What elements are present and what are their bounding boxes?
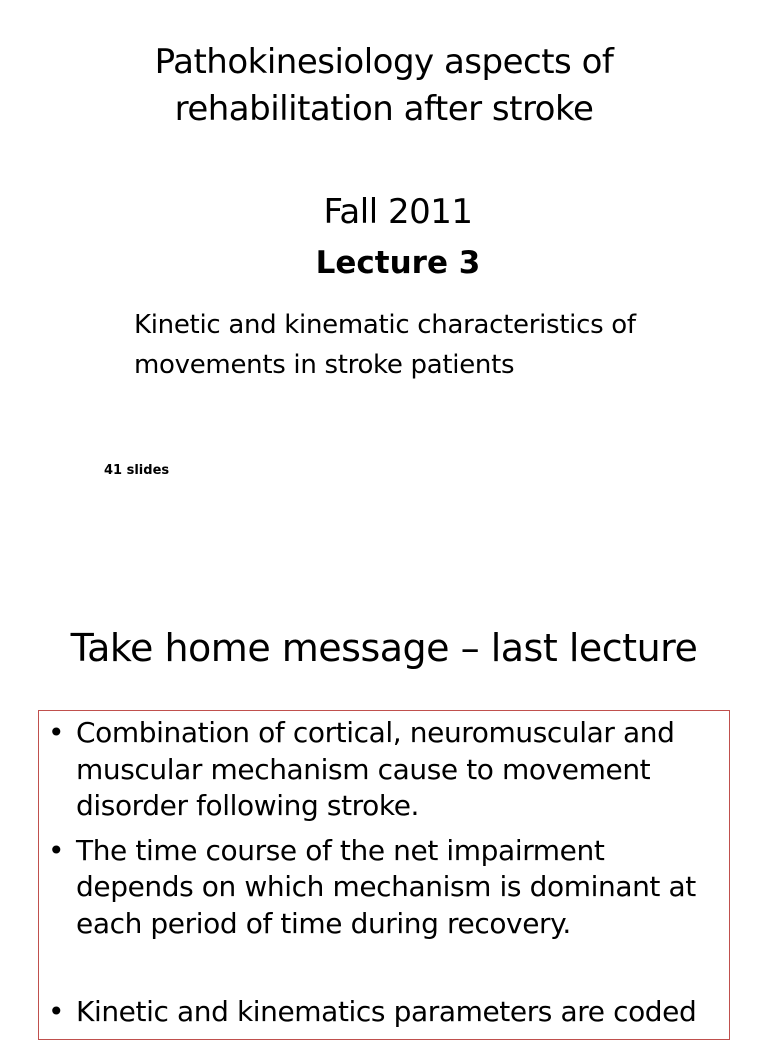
slide-title-line: rehabilitation after stroke (174, 89, 594, 129)
bullet-text-line: each period of time during recovery. (76, 906, 571, 940)
bullet-text-line: disorder following stroke. (76, 789, 420, 822)
bullet-item (39, 994, 730, 1031)
bullet-text-line: depends on which mechanism is dominant at (76, 870, 696, 903)
term-label: Fall 2011 (323, 192, 473, 232)
bullet-item (39, 715, 730, 825)
bullet-text-line: muscular mechanism cause to movement (76, 752, 651, 786)
bullet-icon: • (47, 716, 65, 749)
lecture-number: Lecture 3 (315, 245, 481, 281)
bullet-text-line: The time course of the net impairment (76, 833, 605, 867)
bullet-text-line: Combination of cortical, neuromuscular and (76, 716, 675, 749)
bullet-text-line: Kinetic and kinematics parameters are coded (76, 995, 697, 1028)
slide-subtitle-line: movements in stroke patients (134, 350, 515, 380)
bullet-content-box (38, 710, 730, 1040)
bullet-icon: • (47, 833, 65, 867)
bullet-icon: • (47, 995, 65, 1028)
bullet-item (39, 833, 730, 943)
slide-subtitle-line: Kinetic and kinematic characteristics of (134, 310, 636, 340)
slide-count-label: 41 slides (104, 463, 170, 478)
summary-slide (0, 548, 768, 1028)
slide-heading: Take home message – last lecture (70, 626, 698, 670)
slide-title-line: Pathokinesiology aspects of (154, 42, 614, 82)
bullet-list (39, 715, 730, 1031)
